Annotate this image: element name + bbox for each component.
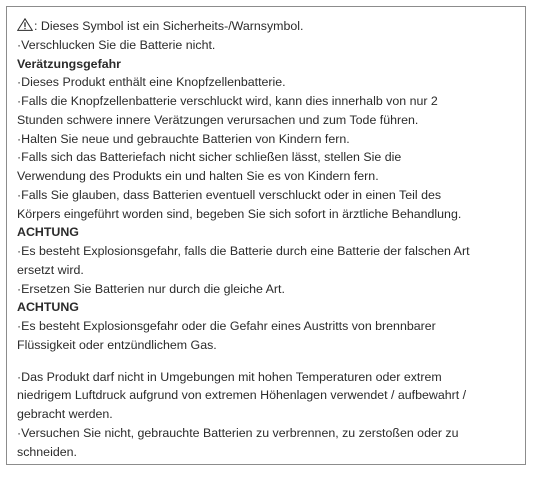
text-line: ·Falls Sie glauben, dass Batterien eventuell verschluckt oder in einen Teil des bbox=[17, 187, 442, 202]
text-line: ·Verschlucken Sie die Batterie nicht. bbox=[17, 37, 216, 52]
symbol-line bbox=[17, 17, 529, 36]
warning-triangle-icon bbox=[17, 18, 33, 31]
section-heading: ACHTUNG bbox=[17, 225, 79, 240]
text-line: ·Versuchen Sie nicht, gebrauchte Batterien zu verbrennen, zu zerstoßen oder zu bbox=[17, 425, 459, 440]
text-line: Körpers eingeführt worden sind, begeben Sie sich sofort in ärztliche Behandlung. bbox=[17, 206, 462, 221]
text-line: ·Es besteht Explosionsgefahr oder die Gefahr eines Austritts von brennbarer bbox=[17, 319, 436, 333]
text-line: ·Dieses Produkt enthält eine Knopfzellenbatterie. bbox=[17, 75, 286, 90]
text-line: Stunden schwere innere Verätzungen verursachen und zum Tode führen. bbox=[17, 112, 419, 127]
text-line: gebracht werden. bbox=[17, 407, 113, 421]
section-heading: Verätzungsgefahr bbox=[17, 56, 121, 71]
text-line: ersetzt wird. bbox=[17, 262, 84, 277]
text-line: ·Halten Sie neue und gebrauchte Batterien von Kindern fern. bbox=[17, 131, 350, 146]
paragraph-gap bbox=[17, 355, 529, 368]
text-line: niedrigem Luftdruck aufgrund von extremen Höhenlagen verwendet / aufbewahrt / bbox=[17, 388, 467, 403]
text-line: ·Das Produkt darf nicht in Umgebungen mit hohen Temperaturen oder extrem bbox=[17, 369, 442, 384]
text-line: ·Falls sich das Batteriefach nicht sicher schließen lässt, stellen Sie die bbox=[17, 150, 402, 165]
warning-text bbox=[17, 17, 529, 461]
text-line: schneiden. bbox=[17, 444, 77, 459]
text-line: ·Falls die Knopfzellenbatterie verschluckt wird, kann dies innerhalb von nur 2 bbox=[17, 94, 438, 108]
warning-box bbox=[6, 6, 526, 465]
section-heading: ACHTUNG bbox=[17, 300, 79, 315]
text-line: ·Ersetzen Sie Batterien nur durch die gleiche Art. bbox=[17, 281, 285, 296]
text-line: Flüssigkeit oder entzündlichem Gas. bbox=[17, 337, 217, 352]
symbol-description: : Dieses Symbol ist ein Sicherheits-/Warnsymbol. bbox=[34, 19, 304, 33]
text-line: Verwendung des Produkts ein und halten Sie es von Kindern fern. bbox=[17, 169, 379, 183]
text-line: ·Es besteht Explosionsgefahr, falls die Batterie durch eine Batterie der falschen Art bbox=[17, 244, 470, 258]
